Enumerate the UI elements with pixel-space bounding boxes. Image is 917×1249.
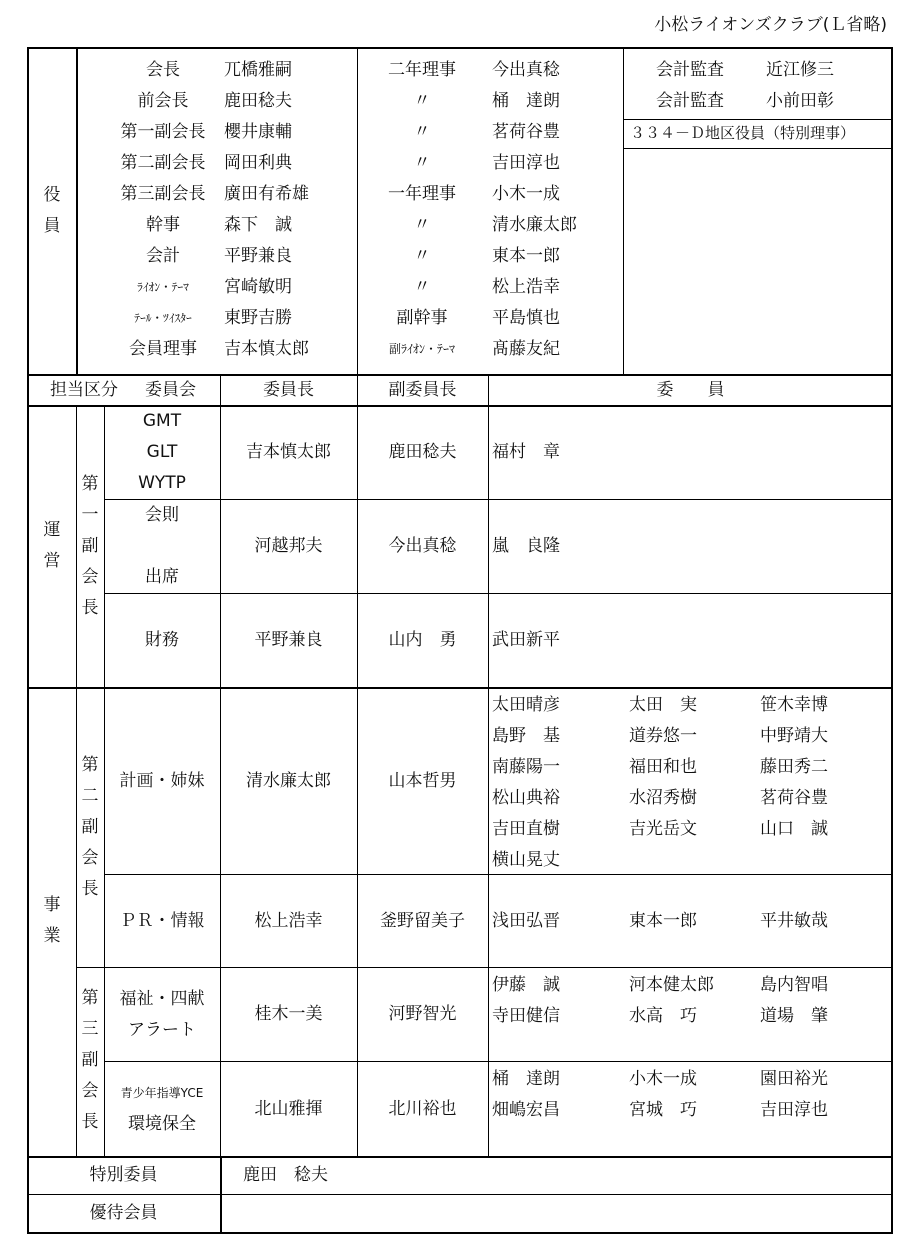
committee-member: 嵐 良隆 [492,536,560,556]
officer-name: 櫻井康輔 [224,122,292,142]
vp3-label-char-3: 副 [81,1050,99,1070]
officer-role: 第三副会長 [120,184,206,204]
officer-role: 副ﾗｲｵﾝ・ﾃｰﾏ [388,342,455,356]
projects-label [41,890,63,952]
officer-name: 吉本慎太郎 [224,339,309,359]
committee-name: GMT [142,411,182,431]
committee-member: 桶 達朗 [492,1069,560,1089]
projects-label-char-1: 事 [43,895,61,915]
committee-member: 寺田健信 [492,1006,560,1026]
vp1-label [79,469,101,624]
committee-member: 藤田秀二 [760,757,828,777]
committee-member: 太田 実 [629,695,697,715]
committee-name: 財務 [145,630,179,650]
committee-name: WYTP [138,473,186,493]
officer-name: 茗荷谷豊 [492,122,560,142]
committee-member: 太田晴彦 [492,695,560,715]
committee-member: 園田裕光 [760,1069,828,1089]
officers-label-char-2: 員 [43,216,61,236]
committee-member: 平井敏哉 [760,910,828,931]
officer-name: 髙藤友紀 [492,339,560,359]
committee-member: 福田和也 [629,757,697,777]
committee-member: 河本健太郎 [629,975,714,995]
committee-member: 山口 誠 [760,819,828,839]
officer-role: 一年理事 [388,184,456,204]
vp1-label-char-1: 第 [81,474,99,494]
officer-role: 幹事 [146,215,180,235]
officer-name: 今出真稔 [492,60,560,80]
vp3-label [79,983,101,1138]
vp3-label-char-1: 第 [81,988,99,1008]
committee-chair: 河越邦夫 [254,536,323,556]
officer-role: 副幹事 [396,308,448,328]
vp1-label-char-2: 一 [81,505,99,525]
committee-name: 出席 [145,567,179,587]
committee-member: 吉田直樹 [492,819,560,839]
officer-role: 第一副会長 [120,122,206,142]
committee-header: 委員会 [145,380,196,400]
committee-member: 宮城 巧 [629,1100,697,1120]
officer-role: 会員理事 [129,339,197,359]
officer-role: 会計監査 [656,60,724,80]
committee-member: 道券悠一 [629,726,697,746]
officer-name: 宮崎敏明 [224,277,292,297]
committee-chair: 北山雅揮 [254,1098,323,1119]
division-header: 担当区分 [50,380,118,400]
officer-role: 二年理事 [388,60,456,80]
officer-role: 〃 [413,277,431,297]
vp2-label-char-3: 副 [81,817,99,837]
officer-role: ﾗｲｵﾝ・ﾃｰﾏ [137,280,189,294]
officer-role: 〃 [413,246,431,266]
officer-role: 前会長 [137,91,189,111]
vp2-label-char-4: 会 [81,848,99,868]
vp3-label-char-4: 会 [81,1081,99,1101]
committee-vice-chair: 北川裕也 [388,1098,457,1119]
officer-name: 清水廉太郎 [492,215,577,235]
committee-vice-chair: 山本哲男 [388,770,457,791]
vp1-label-char-5: 長 [81,598,99,618]
committee-member: 水高 巧 [629,1006,697,1026]
officer-name: 岡田利典 [224,153,292,173]
officer-name: 吉田淳也 [492,153,560,173]
officer-name: 平島慎也 [492,308,560,328]
committee-vice-chair: 今出真稔 [388,536,457,556]
committee-member: 福村 章 [492,442,560,462]
special-committee-name: 鹿田 稔夫 [243,1165,328,1185]
committee-name: 福祉・四献 [119,988,205,1009]
officer-role: ﾃｰﾙ・ﾂｲｽﾀｰ [134,311,192,325]
committee-name: 会則 [145,505,179,525]
officer-name: 鹿田稔夫 [224,91,292,111]
committee-member: 中野靖大 [760,726,828,746]
committee-chair: 桂木一美 [254,1004,323,1024]
committee-name: 青少年指導YCE [120,1086,204,1100]
officer-name: 小前田彰 [766,91,834,111]
committee-chair: 平野兼良 [254,630,323,650]
officer-role: 第二副会長 [120,153,206,173]
committee-member: 横山晃丈 [492,850,560,870]
committee-member: 浅田弘晋 [492,910,560,931]
officer-name: 平野兼良 [224,246,292,266]
vp3-label-char-5: 長 [81,1112,99,1132]
committee-vice-chair: 鹿田稔夫 [388,442,457,462]
committee-vice-chair: 河野智光 [388,1004,457,1024]
committee-member: 島野 基 [492,726,560,746]
committee-member: 吉田淳也 [760,1100,828,1120]
committee-chair: 吉本慎太郎 [246,442,331,462]
special-committee-label: 特別委員 [89,1165,158,1185]
officer-role: 〃 [413,153,431,173]
operations-label-char-1: 運 [43,520,61,540]
vp2-label-char-1: 第 [81,755,99,775]
committee-member: 松山典裕 [492,788,560,808]
officer-name: 東本一郎 [492,246,560,266]
committee-chair: 松上浩幸 [254,910,323,931]
operations-label [41,515,63,577]
committee-member: 東本一郎 [629,910,697,931]
vp2-label [79,750,101,905]
officer-role: 〃 [413,91,431,111]
officer-role: 〃 [413,215,431,235]
chair-header: 委員長 [263,380,314,400]
committee-name: GLT [146,442,178,462]
committee-member: 小木一成 [629,1069,697,1089]
committee-vice-chair: 釜野留美子 [380,910,465,931]
officer-name: 小木一成 [492,184,560,204]
officer-name: 近江修三 [766,60,834,80]
committee-chair: 清水廉太郎 [246,770,331,791]
committee-vice-chair: 山内 勇 [388,630,457,650]
vp1-label-char-3: 副 [81,536,99,556]
officer-name: 桶 達朗 [492,91,560,111]
vp3-label-char-2: 三 [81,1019,99,1039]
honorary-member-label: 優待会員 [89,1203,158,1223]
committee-name: アラート [128,1019,196,1040]
committee-member: 島内智唱 [760,975,828,995]
district-officer-label: ３３４－Ｄ地区役員（特別理事） [630,124,856,142]
officer-name: 松上浩幸 [492,277,560,297]
officer-name: 廣田有希雄 [224,184,309,204]
committee-member: 笹木幸博 [760,695,828,715]
committee-member: 茗荷谷豊 [760,788,828,808]
committee-member: 水沼秀樹 [629,788,697,808]
officer-role: 〃 [413,122,431,142]
officer-name: 兀橋雅嗣 [224,60,292,80]
document-header: 小松ライオンズクラブ(Ｌ省略) [654,15,887,35]
officers-label [41,180,63,242]
operations-label-char-2: 営 [43,551,61,571]
officer-role: 会計監査 [656,91,724,111]
committee-member: 道場 肇 [760,1006,828,1026]
officer-name: 森下 誠 [224,215,292,235]
officer-role: 会計 [146,246,180,266]
vp2-label-char-5: 長 [81,879,99,899]
committee-member: 南藤陽一 [492,757,560,777]
committee-member: 吉光岳文 [629,819,697,839]
committee-name: ＰＲ・情報 [119,910,205,931]
officers-label-char-1: 役 [43,185,61,205]
members-header: 委 員 [656,380,725,400]
committee-name: 環境保全 [128,1114,196,1134]
projects-label-char-2: 業 [43,926,61,946]
committee-member: 畑嶋宏昌 [492,1100,560,1120]
committee-member: 伊藤 誠 [492,975,560,995]
vp2-label-char-2: 二 [81,786,99,806]
committee-member: 武田新平 [492,630,560,650]
officer-role: 会長 [146,60,180,80]
committee-name: 計画・姉妹 [119,770,205,791]
vp1-label-char-4: 会 [81,567,99,587]
officer-name: 東野吉勝 [224,308,292,328]
vice-chair-header: 副委員長 [388,380,457,400]
